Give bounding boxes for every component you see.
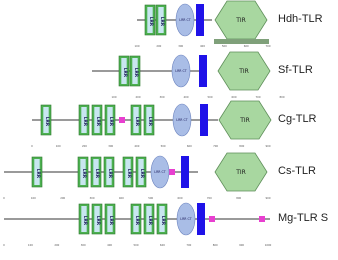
protein-name-label: Cs-TLR bbox=[278, 165, 316, 177]
lrr-ct-label: LRR CT bbox=[154, 170, 166, 174]
axis-tick-label: 800 bbox=[212, 244, 218, 247]
lrr-label: LRR bbox=[108, 168, 113, 178]
axis-tick-label: 400 bbox=[107, 244, 113, 247]
transmembrane-domain bbox=[200, 104, 208, 136]
lrr-label: LRR bbox=[148, 116, 153, 126]
axis-tick-label: 0 bbox=[3, 197, 5, 200]
axis-tick-label: 100 bbox=[111, 96, 117, 99]
lrr-label: LRR bbox=[149, 16, 154, 26]
protein-name-label: Hdh-TLR bbox=[278, 13, 323, 25]
axis-tick-label: 900 bbox=[265, 197, 271, 200]
axis-tick-label: 700 bbox=[206, 197, 212, 200]
axis-tick-label: 700 bbox=[265, 45, 271, 48]
protein-name-label: Mg-TLR S bbox=[278, 212, 329, 224]
lrr-label: LRR bbox=[96, 116, 101, 126]
lrr-label: LRR bbox=[96, 215, 101, 225]
protein-name-label: Cg-TLR bbox=[278, 113, 317, 125]
lrr-label: LRR bbox=[148, 215, 153, 225]
lrr-label: LRR bbox=[135, 215, 140, 225]
axis-tick-label: 300 bbox=[178, 45, 184, 48]
axis-tick-label: 600 bbox=[159, 244, 165, 247]
axis-tick-label: 100 bbox=[27, 244, 33, 247]
lrr-label: LRR bbox=[109, 116, 114, 126]
transmembrane-domain bbox=[196, 4, 204, 36]
lrr-label: LRR bbox=[134, 67, 139, 77]
lrr-label: LRR bbox=[140, 168, 145, 178]
lrr-label: LRR bbox=[127, 168, 132, 178]
axis-tick-label: 800 bbox=[279, 96, 285, 99]
low-complexity-region bbox=[259, 216, 265, 222]
axis-tick-label: 1000 bbox=[264, 244, 272, 247]
lrr-label: LRR bbox=[83, 215, 88, 225]
axis-tick-label: 800 bbox=[239, 145, 245, 148]
axis-tick-label: 600 bbox=[231, 96, 237, 99]
lrr-label: LRR bbox=[36, 168, 41, 178]
axis-tick-label: 0 bbox=[3, 244, 5, 247]
lrr-label: LRR bbox=[45, 116, 50, 126]
axis-tick-label: 100 bbox=[55, 145, 61, 148]
axis-tick-label: 400 bbox=[118, 197, 124, 200]
axis-tick-label: 600 bbox=[177, 197, 183, 200]
lrr-label: LRR bbox=[160, 16, 165, 26]
lrr-ct-label: LRR CT bbox=[180, 217, 192, 221]
lrr-label: LRR bbox=[95, 168, 100, 178]
lrr-label: LRR bbox=[123, 67, 128, 77]
axis-tick-label: 600 bbox=[186, 145, 192, 148]
axis-tick-label: 200 bbox=[81, 145, 87, 148]
tir-label: TIR bbox=[236, 17, 246, 24]
axis-tick-label: 600 bbox=[243, 45, 249, 48]
axis-tick-label: 500 bbox=[133, 244, 139, 247]
extra-region-bar bbox=[214, 39, 269, 44]
tir-label: TIR bbox=[236, 169, 246, 176]
transmembrane-domain bbox=[199, 55, 207, 87]
axis-tick-label: 300 bbox=[89, 197, 95, 200]
axis-tick-label: 300 bbox=[159, 96, 165, 99]
low-complexity-region bbox=[119, 117, 125, 123]
axis-tick-label: 400 bbox=[183, 96, 189, 99]
tir-label: TIR bbox=[239, 68, 249, 75]
axis-tick-label: 200 bbox=[60, 197, 66, 200]
axis-tick-label: 200 bbox=[54, 244, 60, 247]
lrr-label: LRR bbox=[161, 215, 166, 225]
axis-tick-label: 700 bbox=[213, 145, 219, 148]
axis-tick-label: 700 bbox=[186, 244, 192, 247]
axis-tick-label: 900 bbox=[265, 145, 271, 148]
axis-tick-label: 800 bbox=[236, 197, 242, 200]
axis-tick-label: 900 bbox=[239, 244, 245, 247]
axis-tick-label: 0 bbox=[31, 145, 33, 148]
lrr-label: LRR bbox=[83, 116, 88, 126]
low-complexity-region bbox=[169, 169, 175, 175]
axis-tick-label: 500 bbox=[160, 145, 166, 148]
low-complexity-region bbox=[209, 216, 215, 222]
lrr-label: LRR bbox=[135, 116, 140, 126]
axis-tick-label: 500 bbox=[148, 197, 154, 200]
axis-tick-label: 500 bbox=[221, 45, 227, 48]
lrr-ct-label: LRR CT bbox=[175, 69, 187, 73]
lrr-label: LRR bbox=[82, 168, 87, 178]
lrr-ct-label: LRR CT bbox=[176, 118, 188, 122]
axis-tick-label: 100 bbox=[30, 197, 36, 200]
axis-tick-label: 200 bbox=[156, 45, 162, 48]
axis-tick-label: 300 bbox=[108, 145, 114, 148]
axis-tick-label: 500 bbox=[207, 96, 213, 99]
transmembrane-domain bbox=[181, 156, 189, 188]
axis-tick-label: 200 bbox=[135, 96, 141, 99]
axis-tick-label: 300 bbox=[80, 244, 86, 247]
axis-tick-label: 100 bbox=[134, 45, 140, 48]
transmembrane-domain bbox=[197, 203, 205, 235]
axis-tick-label: 400 bbox=[200, 45, 205, 48]
lrr-label: LRR bbox=[109, 215, 114, 225]
axis-tick-label: 400 bbox=[134, 145, 140, 148]
tir-label: TIR bbox=[240, 117, 250, 124]
lrr-ct-label: LRR CT bbox=[179, 18, 191, 22]
axis-tick-label: 700 bbox=[255, 96, 261, 99]
protein-name-label: Sf-TLR bbox=[278, 64, 313, 76]
